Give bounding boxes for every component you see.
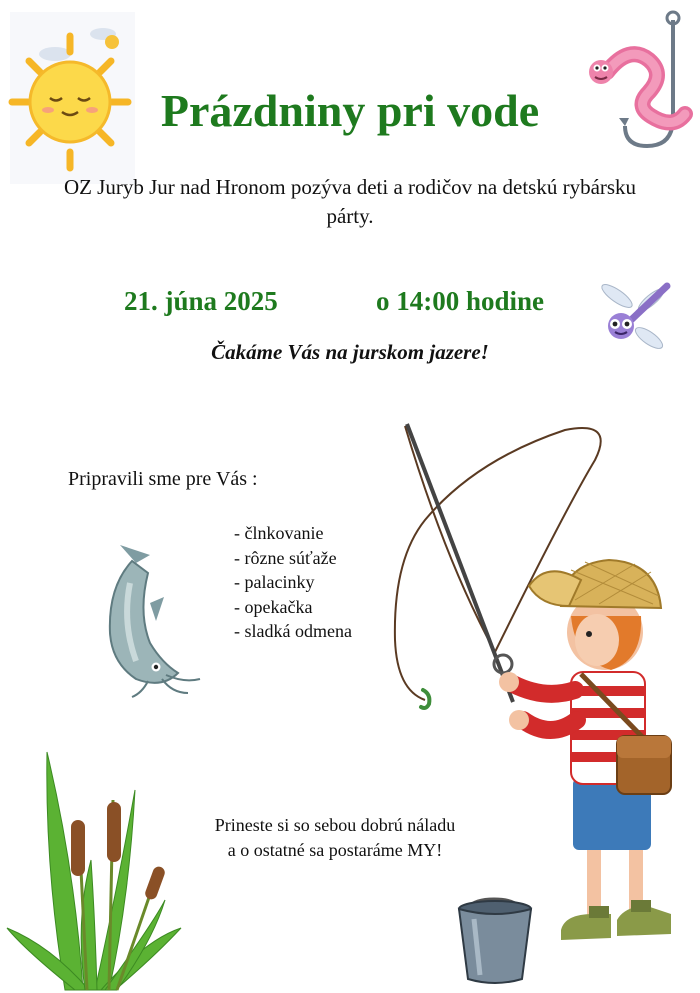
event-date: 21. júna 2025 — [124, 286, 278, 316]
list-item: - opekačka — [234, 596, 313, 617]
catfish-icon — [92, 543, 207, 703]
closing-line-1: Prineste si so sebou dobrú náladu — [214, 815, 456, 835]
closing-text — [175, 813, 495, 863]
list-item: - palacinky — [234, 572, 315, 592]
intro-text: OZ Juryb Jur nad Hronom pozýva deti a rodičov na detskú rybársku párty. — [63, 175, 637, 228]
tagline: Čakáme Vás na jurskom jazere! — [211, 340, 489, 364]
boy-fishing-illustration — [385, 420, 685, 975]
page-title: Prázdniny pri vode — [160, 85, 540, 136]
list-item: - rôzne súťaže — [234, 547, 337, 568]
bucket-icon — [450, 895, 540, 987]
cattail-reeds-icon — [5, 750, 190, 990]
event-time: o 14:00 hodine — [376, 286, 545, 316]
list-item: - sladká odmena — [234, 621, 352, 641]
list-item: - člnkovanie — [234, 523, 324, 543]
prepared-list — [234, 521, 352, 644]
closing-line-2: a o ostatné sa postaráme MY! — [227, 840, 443, 860]
prepared-heading: Pripravili sme pre Vás : — [68, 468, 258, 490]
